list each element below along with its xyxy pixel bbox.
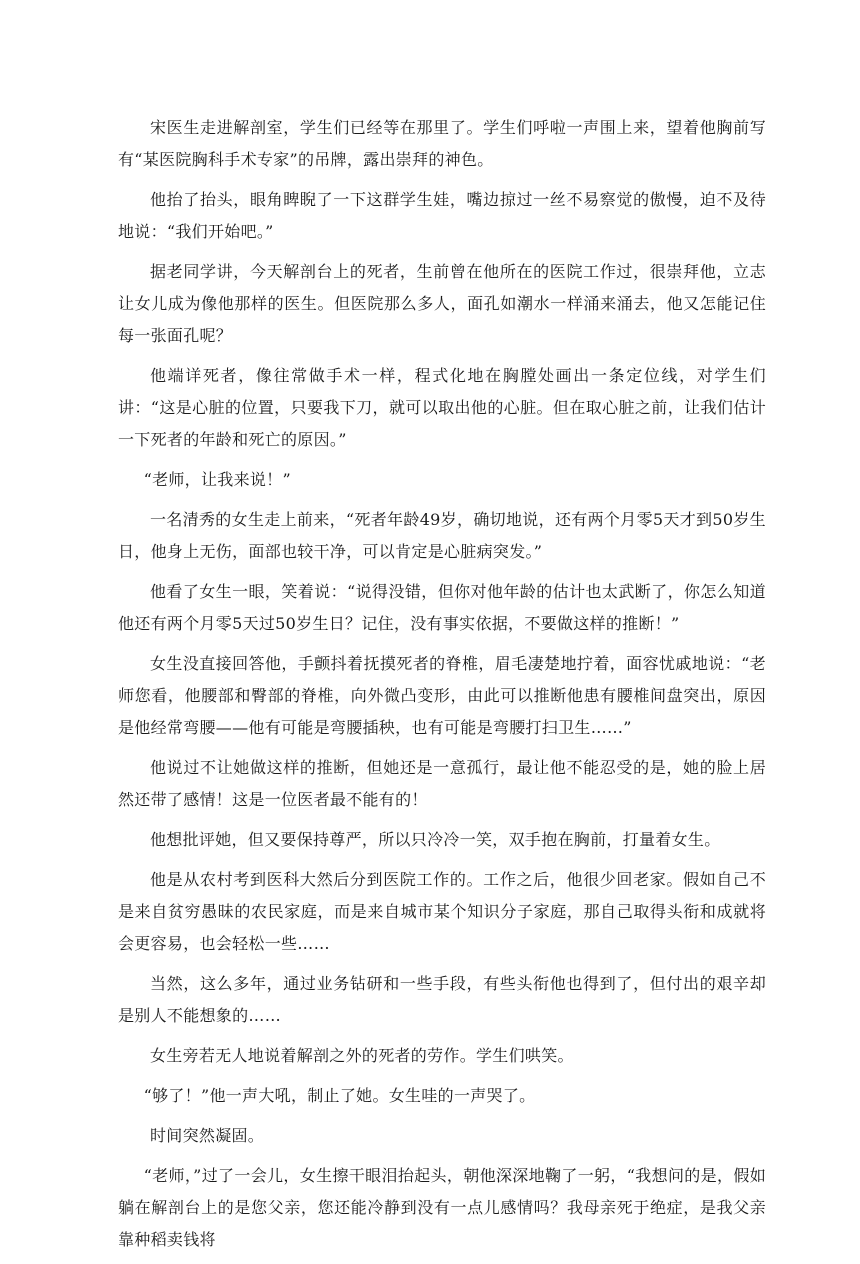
paragraph-12: 当然，这么多年，通过业务钻研和一些手段，有些头衔他也得到了，但付出的艰辛却是别人不能想象的…… [118,974,766,1025]
paragraph-2: 他抬了抬头，眼角睥睨了一下这群学生娃，嘴边掠过一丝不易察觉的傲慢，迫不及待地说：“我们开始吧。” [118,190,766,241]
paragraph-15: 时间突然凝固。 [150,1126,265,1145]
paragraph-11: 他是从农村考到医科大然后分到医院工作的。工作之后，他很少回老家。假如自己不是来自贫穷愚昧的农民家庭，而是来自城市某个知识分子家庭，那自己取得头衔和成就将会更容易，也会轻松一些…… [118,870,766,953]
paragraph-5: “老师，让我来说！” [143,470,291,489]
paragraph-10: 他想批评她，但又要保持尊严，所以只冷冷一笑，双手抱在胸前，打量着女生。 [150,830,721,849]
paragraph-13: 女生旁若无人地说着解剖之外的死者的劳作。学生们哄笑。 [150,1046,574,1065]
paragraph-8: 女生没直接回答他，手颤抖着抚摸死者的脊椎，眉毛凄楚地拧着，面容忧戚地说：“老师您看，他腰部和臀部的脊椎，向外微凸变形，由此可以推断他患有腰椎间盘突出，原因是他经常弯腰——他有可能是弯腰插秧，也有可能是弯腰打扫卫生……” [118,654,766,737]
paragraph-1: 宋医生走进解剖室，学生们已经等在那里了。学生们呼啦一声围上来，望着他胸前写有“某医院胸科手术专家”的吊牌，露出崇拜的神色。 [118,118,766,169]
paragraph-9: 他说过不让她做这样的推断，但她还是一意孤行，最让他不能忍受的是，她的脸上居然还带了感情！这是一位医者最不能有的！ [118,758,766,809]
document-body [118,112,766,1264]
paragraph-3: 据老同学讲，今天解剖台上的死者，生前曾在他所在的医院工作过，很崇拜他，立志让女儿成为像他那样的医生。但医院那么多人，面孔如潮水一样涌来涌去，他又怎能记住每一张面孔呢？ [118,262,766,345]
paragraph-7: 他看了女生一眼，笑着说：“说得没错，但你对他年龄的估计也太武断了，你怎么知道他还有两个月零5天过50岁生日？记住，没有事实依据，不要做这样的推断！” [118,582,766,633]
paragraph-6: 一名清秀的女生走上前来，“死者年龄49岁，确切地说，还有两个月零5天才到50岁生日，他身上无伤，面部也较干净，可以肯定是心脏病突发。” [118,510,766,561]
paragraph-4: 他端详死者，像往常做手术一样，程式化地在胸膛处画出一条定位线，对学生们讲：“这是心脏的位置，只要我下刀，就可以取出他的心脏。但在取心脏之前，让我们估计一下死者的年龄和死亡的原因。” [118,366,766,449]
paragraph-16: “老师，”过了一会儿，女生擦干眼泪抬起头，朝他深深地鞠了一躬，“我想问的是，假如躺在解剖台上的是您父亲，您还能冷静到没有一点儿感情吗？我母亲死于绝症，是我父亲靠种稻卖钱将 [118,1166,766,1249]
paragraph-14: “够了！”他一声大吼，制止了她。女生哇的一声哭了。 [143,1086,536,1105]
